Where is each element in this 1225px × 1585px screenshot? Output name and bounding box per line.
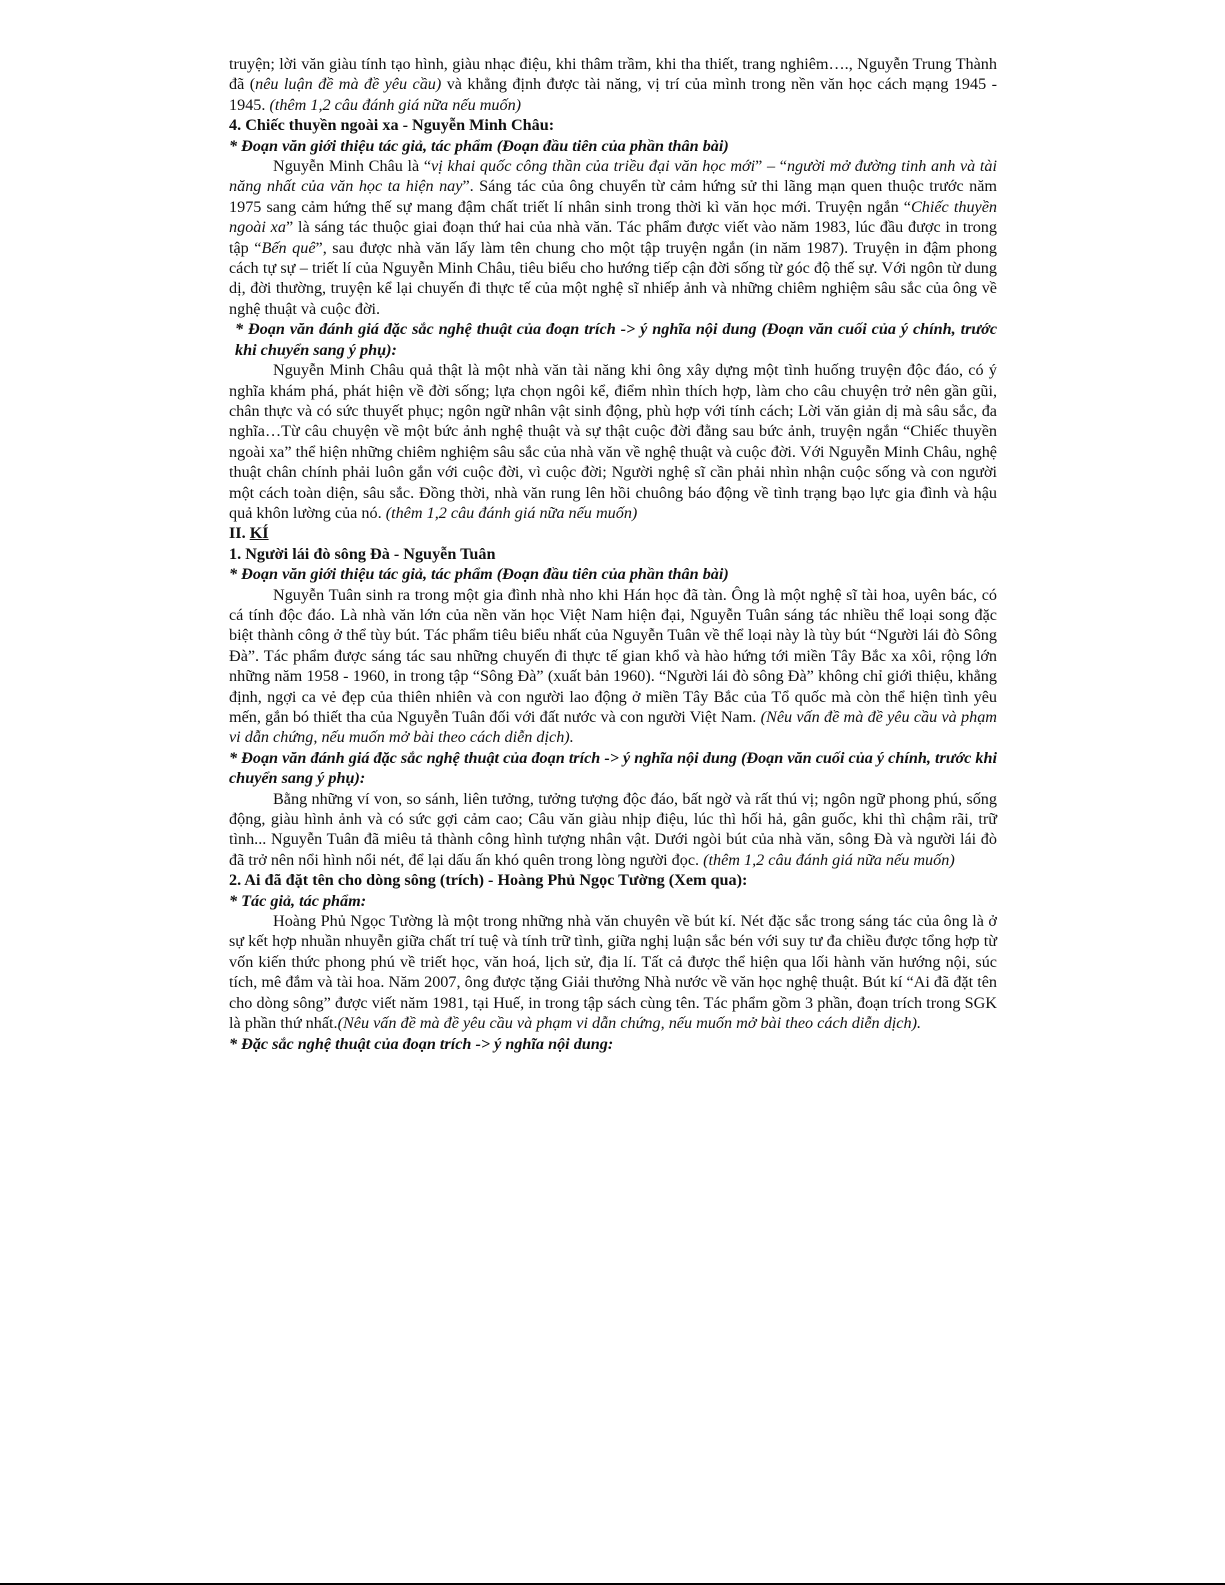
ki-1-art-text: Bằng những ví von, so sánh, liên tưởng, tưởng tượng độc đáo, bất ngờ và rất thú vị; ngôn ngữ phong phú, sống động, giàu hình ảnh và có sức gợi cảm cao; Câu văn giàu nhịp điệu, lúc thì hối hả, gân guốc, khi thì chậm rãi, trữ tình... Nguyễn Tuân đã miêu tả thành công hình tượng nhân vật. Dưới ngòi bút của nhà văn, sông Đà và người lái đò đã trở nên nổi hình nổi nét, để lại dấu ấn khó quên trong lòng người đọc.: [229, 789, 997, 869]
s4-intro-text-3: ”. Sáng tác của ông chuyển từ cảm hứng sử thi lãng mạn quen thuộc trước năm 1975 sang cảm hứng thế sự mang đậm chất triết lí nhân sinh trong thời kì văn học mới. Truyện ngắn “: [229, 177, 997, 216]
s4-art-text: Nguyễn Minh Châu quả thật là một nhà văn tài năng khi ông xây dựng một tình huống truyện độc đáo, có ý nghĩa khám phá, phát hiện về đời sống; lựa chọn ngôi kể, điểm nhìn thích hợp, làm cho câu chuyện trở nên gần gũi, chân thực và có sức thuyết phục; ngôn ngữ nhân vật sinh động, phù hợp với tính cách; Lời văn giản dị mà sâu sắc, đa nghĩa…Từ câu chuyện về một bức ảnh nghệ thuật và sự thật cuộc đời đằng sau bức ảnh, truyện ngắn “Chiếc thuyền ngoài xa” thể hiện những chiêm nghiệm sâu sắc của nhà văn về nghệ thuật và cuộc đời. Với Nguyễn Minh Châu, nghệ thuật chân chính phải luôn gắn với cuộc đời, vì cuộc đời; Người nghệ sĩ cần phải nhìn nhận cuộc sống và con người một cách toàn diện, sâu sắc. Đồng thời, nhà văn rung lên hồi chuông báo động về tình trạng bạo lực gia đình và hậu quả khôn lường của nó.: [229, 361, 997, 522]
continuation-italic-b: (thêm 1,2 câu đánh giá nữa nếu muốn): [269, 95, 522, 114]
section-4-intro-label: * Đoạn văn giới thiệu tác giả, tác phẩm (Đoạn đầu tiên của phần thân bài): [229, 136, 729, 155]
ki-2-intro-paragraph: [229, 911, 997, 1033]
ki-1-art-italic: (thêm 1,2 câu đánh giá nữa nếu muốn): [703, 850, 955, 869]
s4-intro-text-1: Nguyễn Minh Châu là “: [273, 157, 432, 176]
ki-1-art-paragraph: [229, 789, 997, 871]
s4-intro-italic-4: Bến quê: [261, 238, 316, 257]
ki-1-art-label: * Đoạn văn đánh giá đặc sắc nghệ thuật của đoạn trích -> ý nghĩa nội dung (Đoạn văn cuối của ý chính, trước khi chuyển sang ý phụ):: [229, 748, 997, 788]
part-2-heading: [229, 523, 997, 543]
ki-2-art-label: * Đặc sắc nghệ thuật của đoạn trích -> ý nghĩa nội dung:: [229, 1034, 614, 1053]
section-4-intro-paragraph: [229, 156, 997, 319]
ki-2-intro-italic: (Nêu vấn đề mà đề yêu cầu và phạm vi dẫn chứng, nếu muốn mở bài theo cách diễn dịch).: [337, 1014, 921, 1033]
part-2-number: II.: [229, 524, 250, 543]
s4-intro-text-5: ”, sau được nhà văn lấy làm tên chung cho một tập truyện ngắn (in năm 1987). Truyện in đậm phong cách tự sự – triết lí của Nguyễn Minh Châu, tiêu biểu cho hướng tiếp cận đời sống từ góc độ thế sự. Với ngôn từ dung dị, đời thường, truyện kể lại chuyến đi thực tế của một nghệ sĩ nhiếp ảnh và những chiêm nghiệm sâu sắc của ông về nghệ thuật và cuộc đời.: [229, 238, 997, 318]
ki-1-intro-label: * Đoạn văn giới thiệu tác giả, tác phẩm (Đoạn đầu tiên của phần thân bài): [229, 565, 729, 584]
section-4-art-label: * Đoạn văn đánh giá đặc sắc nghệ thuật của đoạn trích -> ý nghĩa nội dung (Đoạn văn cuối của ý chính, trước khi chuyển sang ý phụ):: [235, 320, 997, 359]
continuation-text-b: và khẳng định được tài năng, vị trí của mình trong nền văn học cách mạng 1945 - 1945.: [229, 75, 998, 114]
document-page: [229, 54, 997, 1054]
ki-2-intro-text: Hoàng Phủ Ngọc Tường là một trong những nhà văn chuyên về bút kí. Nét đặc sắc trong sáng tác của ông là ở sự kết hợp nhuần nhuyễn giữa chất trí tuệ và tính trữ tình, giữa nghị luận sắc bén với suy tư đa chiều được tổng hợp từ vốn kiến thức phong phú về triết học, văn hoá, lịch sử, địa lí. Tất cả được thể hiện qua lối hành văn hướng nội, súc tích, mê đắm và tài hoa. Năm 2007, ông được tặng Giải thưởng Nhà nước về văn học nghệ thuật. Bút kí “Ai đã đặt tên cho dòng sông” được viết năm 1981, tại Huế, in trong tập sách cùng tên. Tác phẩm gồm 3 phần, đoạn trích trong SGK là phần thứ nhất.: [229, 912, 997, 1033]
ki-1-heading: 1. Người lái đò sông Đà - Nguyễn Tuân: [229, 544, 496, 563]
section-4-heading: 4. Chiếc thuyền ngoài xa - Nguyễn Minh Châu:: [229, 116, 555, 135]
s4-intro-text-4: ” là sáng tác thuộc giai đoạn thứ hai của nhà văn. Tác phẩm được viết vào năm 1983, lúc đầu được in trong tập “: [229, 218, 997, 257]
ki-1-intro-text: Nguyễn Tuân sinh ra trong một gia đình nhà nho khi Hán học đã tàn. Ông là một nghệ sĩ tài hoa, uyên bác, có cá tính độc đáo. Là nhà văn lớn của nền văn học Việt Nam hiện đại, Nguyễn Tuân sáng tác nhiều thể loại song đặc biệt thành công ở thể tùy bút. Tác phẩm tiêu biểu nhất của Nguyễn Tuân về thể loại này là tùy bút “Người lái đò Sông Đà”. Tác phẩm được sáng tác sau những chuyến đi thực tế gian khổ và hào hứng tới miền Tây Bắc xa xôi, rộng lớn những năm 1958 - 1960, in trong tập “Sông Đà” (xuất bản 1960). “Người lái đò sông Đà” không chỉ giới thiệu, khẳng định, ngợi ca vẻ đẹp của thiên nhiên và con người lao động ở miền Tây Bắc của Tổ quốc mà còn thể hiện tình yêu mến, gắn bó thiết tha của Nguyễn Tuân đối với đất nước và con người Việt Nam.: [229, 585, 997, 726]
ki-1-intro-paragraph: [229, 585, 997, 748]
continuation-italic-a: nêu luận đề mà đề yêu cầu): [255, 75, 442, 94]
s4-intro-text-2: ” – “: [755, 157, 787, 176]
s4-intro-italic-1: vị khai quốc công thần của triều đại văn học mới: [431, 157, 756, 176]
s4-intro-italic-2: người mở đường tinh anh và tài năng nhất của văn học ta hiện nay: [229, 157, 998, 196]
continuation-paragraph: [229, 54, 997, 115]
ki-2-heading: 2. Ai đã đặt tên cho dòng sông (trích) - Hoàng Phủ Ngọc Tường (Xem qua):: [229, 871, 748, 890]
ki-2-intro-label: * Tác giả, tác phẩm:: [229, 891, 367, 910]
s4-art-italic: (thêm 1,2 câu đánh giá nữa nếu muốn): [385, 503, 638, 522]
s4-intro-italic-3: Chiếc thuyền ngoài xa: [229, 197, 998, 237]
part-2-title: KÍ: [249, 524, 269, 543]
continuation-text-a: truyện; lời văn giàu tính tạo hình, giàu nhạc điệu, khi thâm trầm, khi tha thiết, trang nghiêm…., Nguyễn Trung Thành đã (: [229, 55, 997, 94]
ki-1-intro-italic: (Nêu vấn đề mà đề yêu cầu và phạm vi dẫn chứng, nếu muốn mở bài theo cách diễn dịch).: [229, 708, 997, 747]
section-4-art-paragraph: [229, 360, 997, 523]
